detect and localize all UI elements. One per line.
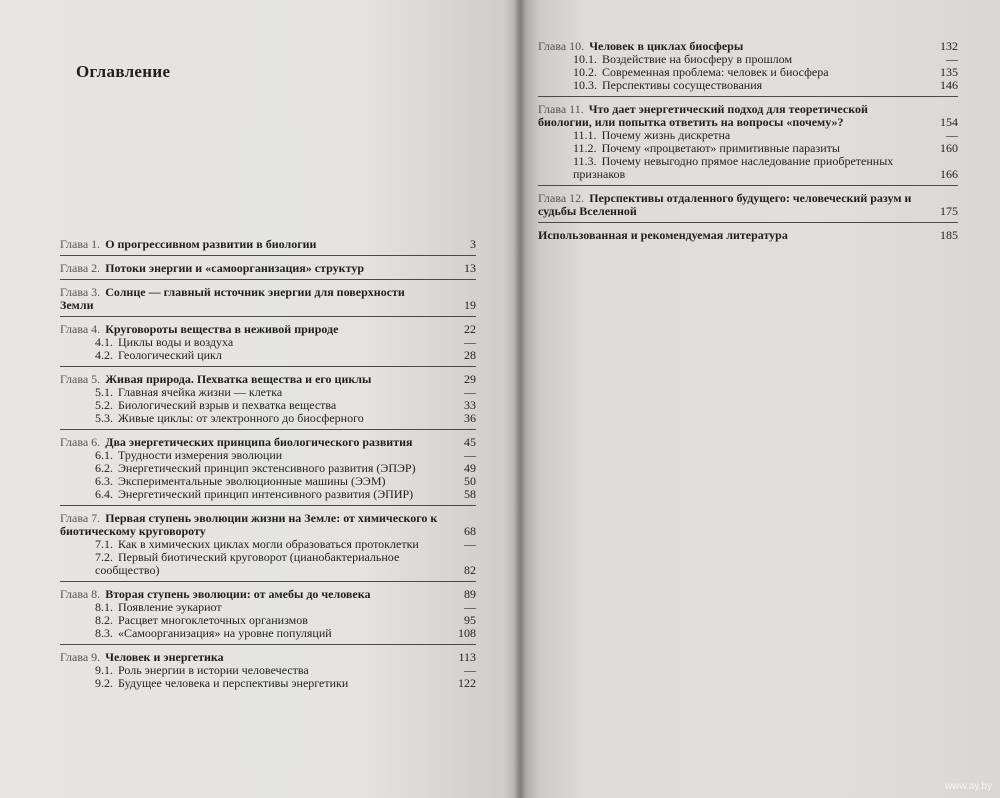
subsection-number: 7.2. — [95, 550, 113, 564]
toc-chapter-entry — [60, 429, 476, 501]
subsection-page-number: — — [464, 537, 476, 551]
chapter-title: Человек в циклах биосферы — [589, 39, 744, 53]
toc-chapter-entry — [60, 581, 476, 640]
subsection-number: 10.3. — [573, 78, 597, 92]
chapter-page-number: 45 — [464, 435, 476, 449]
subsection-title: Современная проблема: человек и биосфера — [602, 65, 829, 79]
chapter-label: Глава 9. — [60, 650, 101, 664]
toc-right-list — [538, 40, 958, 246]
subsection-title: Перспективы сосуществования — [602, 78, 763, 92]
chapter-title: Потоки энергии и «самоорганизация» структур — [105, 261, 365, 275]
subsection-number: 5.2. — [95, 398, 113, 412]
subsection-number: 8.3. — [95, 626, 113, 640]
subsection-title: Расцвет многоклеточных организмов — [118, 613, 308, 627]
subsection-title: Как в химических циклах могли образоваться протоклетки — [118, 537, 419, 551]
subsection-number: 6.3. — [95, 474, 113, 488]
subsection-list — [538, 53, 958, 92]
subsection-page-number: 36 — [464, 411, 476, 425]
subsection-number: 8.1. — [95, 600, 113, 614]
subsection-number: 4.1. — [95, 335, 113, 349]
right-page — [520, 0, 1000, 798]
toc-chapter-entry — [538, 185, 958, 218]
subsection-number: 9.2. — [95, 676, 113, 690]
subsection-title: Биологический взрыв и пехватка вещества — [118, 398, 337, 412]
subsection-page-number: 82 — [464, 563, 476, 577]
subsection-title: Почему невыгодно прямое наследование приобретенных признаков — [573, 154, 894, 181]
subsection-number: 10.1. — [573, 52, 597, 66]
subsection-list — [60, 664, 476, 690]
subsection-page-number: 95 — [464, 613, 476, 627]
subsection-title: Геологический цикл — [118, 348, 222, 362]
subsection-title: Экспериментальные эволюционные машины (ЭЭМ) — [118, 474, 386, 488]
toc-chapter-entry — [60, 238, 476, 251]
chapter-page-number: 13 — [464, 261, 476, 275]
chapter-label: Глава 1. — [60, 237, 101, 251]
toc-chapter-entry — [538, 222, 958, 242]
chapter-page-number: 29 — [464, 372, 476, 386]
chapter-page-number: 154 — [940, 115, 958, 129]
chapter-page-number: 175 — [940, 204, 958, 218]
subsection-number: 11.1. — [573, 128, 597, 142]
chapter-title: Человек и энергетика — [105, 650, 224, 664]
subsection-page-number: 33 — [464, 398, 476, 412]
subsection-number: 11.2. — [573, 141, 597, 155]
subsection-title: Роль энергии в истории человечества — [118, 663, 309, 677]
subsection-row — [95, 627, 476, 640]
subsection-title: Трудности измерения эволюции — [118, 448, 283, 462]
subsection-page-number: 50 — [464, 474, 476, 488]
chapter-label: Глава 4. — [60, 322, 101, 336]
chapter-page-number: 19 — [464, 298, 476, 312]
subsection-row — [95, 349, 476, 362]
subsection-title: Воздействие на биосферу в прошлом — [602, 52, 793, 66]
subsection-number: 9.1. — [95, 663, 113, 677]
chapter-page-number: 22 — [464, 322, 476, 336]
subsection-title: Почему «процветают» примитивные паразиты — [601, 141, 840, 155]
toc-chapter-entry — [538, 40, 958, 92]
chapter-label: Глава 5. — [60, 372, 101, 386]
subsection-title: Почему жизнь дискретна — [601, 128, 731, 142]
subsection-title: Циклы воды и воздуха — [118, 335, 234, 349]
chapter-page-number: 113 — [458, 650, 476, 664]
chapter-label: Глава 10. — [538, 39, 585, 53]
subsection-list — [60, 449, 476, 501]
chapter-label: Глава 8. — [60, 587, 101, 601]
subsection-page-number: — — [464, 448, 476, 462]
subsection-row — [95, 677, 476, 690]
chapter-page-number: 132 — [940, 39, 958, 53]
chapter-row — [60, 262, 476, 275]
subsection-title: Энергетический принцип экстенсивного развития (ЭПЭР) — [118, 461, 416, 475]
watermark: www.ay.by — [944, 781, 992, 792]
subsection-row — [95, 551, 476, 577]
chapter-label: Глава 11. — [538, 102, 584, 116]
subsection-number: 6.4. — [95, 487, 113, 501]
subsection-page-number: 58 — [464, 487, 476, 501]
toc-chapter-entry — [60, 316, 476, 362]
subsection-list — [538, 129, 958, 181]
chapter-title: О прогрессивном развитии в биологии — [105, 237, 317, 251]
chapter-label: Глава 6. — [60, 435, 101, 449]
subsection-page-number: — — [946, 52, 958, 66]
subsection-page-number: — — [464, 335, 476, 349]
chapter-title: Что дает энергетический подход для теоретической биологии, или попытка ответить на вопросы «почему»? — [538, 102, 868, 129]
subsection-row — [573, 79, 958, 92]
chapter-title: Солнце — главный источник энергии для поверхности Земли — [60, 285, 405, 312]
chapter-title: Использованная и рекомендуемая литература — [538, 228, 788, 242]
subsection-number: 11.3. — [573, 154, 597, 168]
toc-chapter-entry — [538, 96, 958, 181]
subsection-list — [60, 336, 476, 362]
toc-chapter-entry — [60, 644, 476, 690]
subsection-number: 6.1. — [95, 448, 113, 462]
subsection-row — [95, 412, 476, 425]
subsection-page-number: 122 — [458, 676, 476, 690]
chapter-title: Вторая ступень эволюции: от амебы до человека — [105, 587, 371, 601]
toc-left-list — [60, 238, 476, 694]
subsection-page-number: — — [464, 385, 476, 399]
subsection-title: Живые циклы: от электронного до биосферного — [118, 411, 364, 425]
subsection-page-number: 160 — [940, 141, 958, 155]
subsection-page-number: 108 — [458, 626, 476, 640]
subsection-number: 7.1. — [95, 537, 113, 551]
subsection-number: 6.2. — [95, 461, 113, 475]
subsection-page-number: — — [464, 663, 476, 677]
chapter-label: Глава 2. — [60, 261, 101, 275]
subsection-number: 10.2. — [573, 65, 597, 79]
chapter-row — [60, 512, 476, 538]
subsection-title: Главная ячейка жизни — клетка — [118, 385, 283, 399]
subsection-number: 8.2. — [95, 613, 113, 627]
chapter-page-number: 89 — [464, 587, 476, 601]
subsection-number: 5.1. — [95, 385, 113, 399]
subsection-title: Появление эукариот — [118, 600, 222, 614]
chapter-row — [60, 238, 476, 251]
subsection-row — [95, 488, 476, 501]
chapter-title: Круговороты вещества в неживой природе — [105, 322, 339, 336]
chapter-row — [538, 229, 958, 242]
chapter-title: Два энергетических принципа биологического развития — [105, 435, 413, 449]
subsection-page-number: 28 — [464, 348, 476, 362]
chapter-title: Перспективы отдаленного будущего: человеческий разум и судьбы Вселенной — [538, 191, 912, 218]
chapter-page-number: 3 — [470, 237, 476, 251]
subsection-number: 4.2. — [95, 348, 113, 362]
subsection-title: Первый биотический круговорот (цианобактериальное сообщество) — [95, 550, 400, 577]
toc-chapter-entry — [60, 505, 476, 577]
subsection-page-number: 146 — [940, 78, 958, 92]
chapter-label: Глава 12. — [538, 191, 585, 205]
subsection-list — [60, 601, 476, 640]
chapter-row — [538, 192, 958, 218]
chapter-page-number: 68 — [464, 524, 476, 538]
chapter-page-number: 185 — [940, 228, 958, 242]
subsection-title: Энергетический принцип интенсивного развития (ЭПИР) — [118, 487, 414, 501]
subsection-page-number: 49 — [464, 461, 476, 475]
chapter-title: Первая ступень эволюции жизни на Земле: от химического к биотическому круговороту — [60, 511, 438, 538]
subsection-list — [60, 538, 476, 577]
subsection-page-number: 135 — [940, 65, 958, 79]
toc-chapter-entry — [60, 366, 476, 425]
book-spine — [514, 0, 526, 798]
toc-heading: Оглавление — [76, 62, 171, 81]
toc-chapter-entry — [60, 279, 476, 312]
chapter-title: Живая природа. Пехватка вещества и его циклы — [105, 372, 372, 386]
chapter-row — [60, 286, 476, 312]
subsection-page-number: — — [464, 600, 476, 614]
chapter-label: Глава 7. — [60, 511, 101, 525]
subsection-row — [573, 155, 958, 181]
chapter-row — [538, 103, 958, 129]
subsection-page-number: — — [946, 128, 958, 142]
subsection-title: Будущее человека и перспективы энергетики — [118, 676, 349, 690]
subsection-list — [60, 386, 476, 425]
subsection-page-number: 166 — [940, 167, 958, 181]
subsection-number: 5.3. — [95, 411, 113, 425]
chapter-label: Глава 3. — [60, 285, 101, 299]
toc-chapter-entry — [60, 255, 476, 275]
subsection-title: «Самоорганизация» на уровне популяций — [118, 626, 332, 640]
